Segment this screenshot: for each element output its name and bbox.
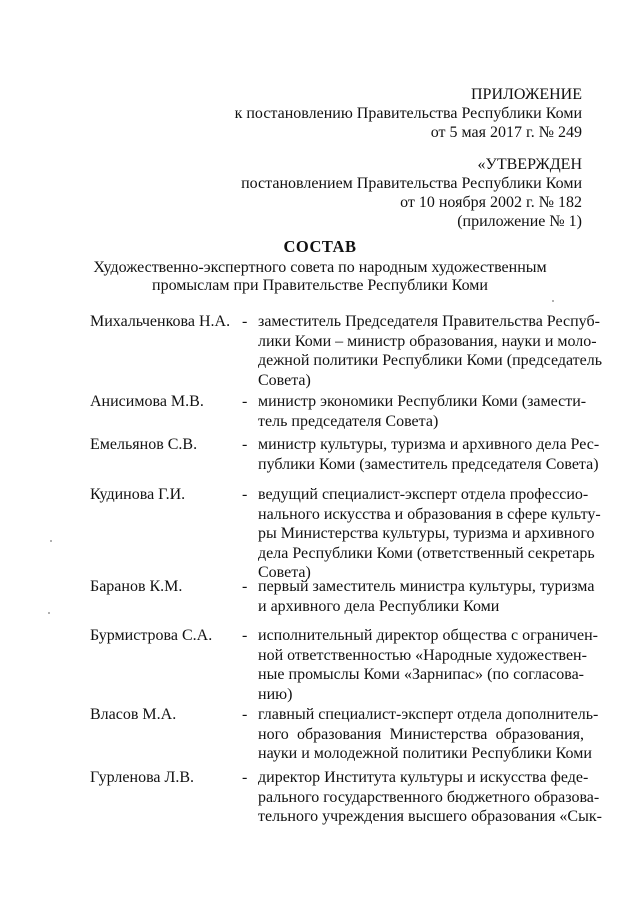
- appendix-line: ПРИЛОЖЕНИЕ: [470, 86, 582, 103]
- member-row: [90, 392, 587, 431]
- member-role-line: дежной политики Республики Коми (председатель: [258, 352, 603, 369]
- member-row: [90, 312, 603, 390]
- member-role-line: рального государственного бюджетного образова-: [258, 788, 600, 806]
- member-name: Анисимова М.В.: [90, 393, 204, 410]
- member-role-line: нального искусства и образования в сфере культу-: [258, 505, 601, 523]
- member-role: [258, 392, 587, 431]
- subtitle-line: Художественно-экспертного совета по народным художественным: [93, 259, 547, 276]
- member-name: Бурмистрова С.А.: [90, 627, 213, 644]
- member-role-line: и архивного дела Республики Коми: [258, 597, 500, 615]
- member-row: [90, 768, 602, 827]
- member-dash: -: [242, 436, 248, 453]
- member-role: [258, 705, 599, 764]
- member-row: [90, 577, 595, 616]
- scan-speck: [48, 612, 50, 614]
- member-role-line: министр культуры, туризма и архивного дела Рес-: [258, 436, 600, 453]
- approved-line: постановлением Правительства Республики Коми: [241, 175, 582, 192]
- member-dash: -: [242, 769, 248, 786]
- member-dash: -: [242, 313, 248, 330]
- member-name: Кудинова Г.И.: [90, 486, 186, 503]
- member-role-line: исполнительный директор общества с ограничен-: [258, 627, 598, 644]
- member-dash: -: [242, 578, 248, 595]
- member-name: Баранов К.М.: [90, 578, 183, 595]
- member-role-line: директор Института культуры и искусства феде-: [258, 769, 589, 786]
- member-role-line: ного образования Министерства образования,: [258, 725, 584, 743]
- scan-speck: [50, 540, 52, 542]
- member-role: [258, 768, 602, 827]
- member-role-line: публики Коми (заместитель председателя Совета): [258, 455, 599, 473]
- member-role: [258, 435, 600, 474]
- member-role-line: тельного учреждения высшего образования «Сык-: [258, 808, 602, 825]
- member-name: Власов М.А.: [90, 706, 177, 723]
- member-role-line: ведущий специалист-эксперт отдела профессио-: [258, 486, 589, 503]
- member-role-line: министр экономики Республики Коми (замести-: [258, 393, 587, 410]
- member-role: [258, 312, 603, 390]
- member-role-line: дела Республики Коми (ответственный секретарь: [258, 544, 595, 562]
- subtitle-line: промыслам при Правительстве Республики Коми: [152, 277, 488, 294]
- member-role-line: тель председателя Совета): [258, 412, 439, 430]
- member-row: [90, 485, 601, 583]
- member-role: [258, 485, 601, 583]
- document-title: СОСТАВ: [283, 237, 357, 256]
- member-role-line: лики Коми – министр образования, науки и моло-: [258, 332, 597, 350]
- appendix-line: к постановлению Правительства Республики Коми: [234, 105, 582, 122]
- member-name: Емельянов С.В.: [90, 436, 198, 453]
- member-role: [258, 577, 595, 616]
- appendix-line: от 5 мая 2017 г. № 249: [430, 124, 582, 141]
- appendix-header: [235, 85, 582, 142]
- approved-line: от 10 ноября 2002 г. № 182: [400, 194, 582, 211]
- member-name: Михальченкова Н.А.: [90, 313, 231, 330]
- document-subtitle: [0, 259, 640, 295]
- member-dash: -: [242, 627, 248, 644]
- member-role-line: заместитель Председателя Правительства Респуб-: [258, 313, 600, 330]
- member-role-line: ры Министерства культуры, туризма и архивного: [258, 525, 595, 542]
- member-name: Гурленова Л.В.: [90, 769, 195, 786]
- approved-line: «УТВЕРЖДЕН: [477, 156, 582, 173]
- member-row: [90, 705, 599, 764]
- member-dash: -: [242, 706, 248, 723]
- member-role-line: главный специалист-эксперт отдела дополнитель-: [258, 706, 599, 723]
- member-role-line: ные промыслы Коми «Зарнипас» (по согласова-: [258, 666, 584, 683]
- member-row: [90, 626, 598, 704]
- scan-speck: [552, 300, 554, 302]
- member-role-line: Совета): [258, 371, 311, 389]
- member-row: [90, 435, 600, 474]
- approved-line: (приложение № 1): [457, 213, 582, 230]
- member-role-line: первый заместитель министра культуры, туризма: [258, 578, 595, 595]
- member-dash: -: [242, 486, 248, 503]
- member-dash: -: [242, 393, 248, 410]
- approved-stamp: [241, 155, 582, 231]
- member-role: [258, 626, 598, 704]
- member-role-line: ной ответственностью «Народные художествен-: [258, 646, 587, 664]
- member-role-line: науки и молодежной политики Республики Коми: [258, 745, 592, 762]
- member-role-line: нию): [258, 685, 293, 703]
- member-role-line: Совета): [258, 564, 311, 581]
